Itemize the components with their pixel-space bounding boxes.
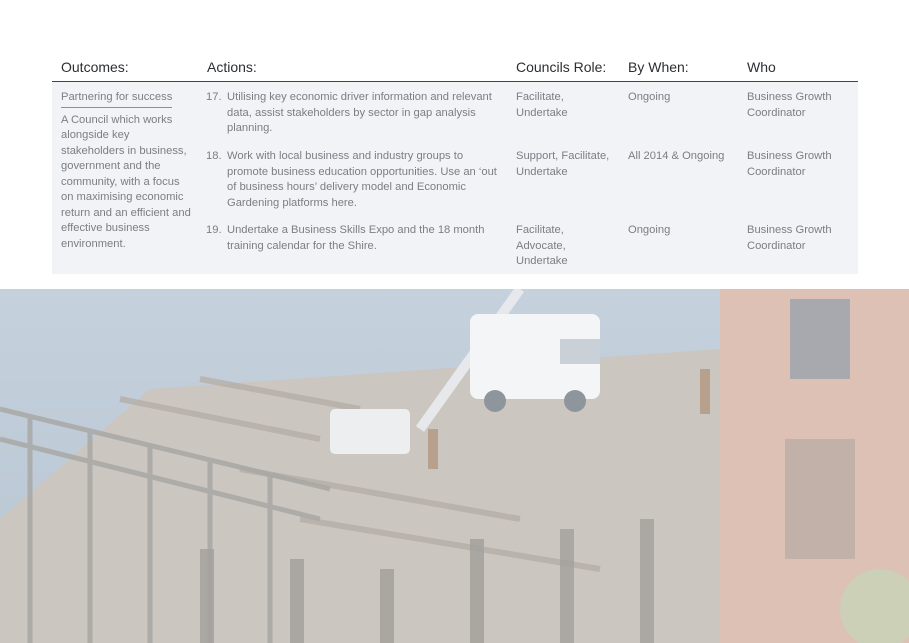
header-by-when: By When:	[628, 59, 689, 75]
action-number: 19.	[206, 224, 222, 236]
action-text: Undertake a Business Skills Expo and the 18 month training calendar for the Shire.	[227, 224, 485, 252]
action-text: Utilising key economic driver information and relevant data, assist stakeholders by sector in gap analysis planning.	[227, 91, 492, 134]
table-body	[52, 82, 858, 274]
by-when: Ongoing	[628, 224, 671, 236]
header-outcomes: Outcomes:	[61, 59, 129, 75]
by-when: Ongoing	[628, 91, 671, 103]
action-number: 18.	[206, 150, 222, 162]
action-plan-table	[52, 56, 858, 274]
outcome-cell	[61, 90, 193, 252]
action-text: Work with local business and industry groups to promote business education opportunities. Use an ‘out of business hours’ delivery model and Economic Gardening platforms here.	[227, 150, 497, 209]
who: Business Growth Coordinator	[747, 150, 832, 178]
councils-role: Facilitate, Undertake	[516, 91, 568, 119]
councils-role: Support, Facilitate, Undertake	[516, 150, 610, 178]
utility-vehicle	[330, 409, 410, 454]
who: Business Growth Coordinator	[747, 91, 832, 119]
wharf-construction-photo	[0, 289, 909, 643]
action-number: 17.	[206, 91, 222, 103]
outcome-title: Partnering for success	[61, 90, 172, 108]
table-header	[52, 56, 858, 82]
header-who: Who	[747, 59, 776, 75]
by-when: All 2014 & Ongoing	[628, 150, 725, 162]
councils-role: Facilitate, Advocate, Undertake	[516, 224, 568, 267]
header-actions: Actions:	[207, 59, 257, 75]
header-councils-role: Councils Role:	[516, 59, 607, 75]
who: Business Growth Coordinator	[747, 224, 832, 252]
white-van	[470, 314, 600, 412]
outcome-description: A Council which works alongside key stakeholders in business, government and the community, with a focus on maximising economic return and an efficient and effective business environment.	[61, 113, 191, 250]
